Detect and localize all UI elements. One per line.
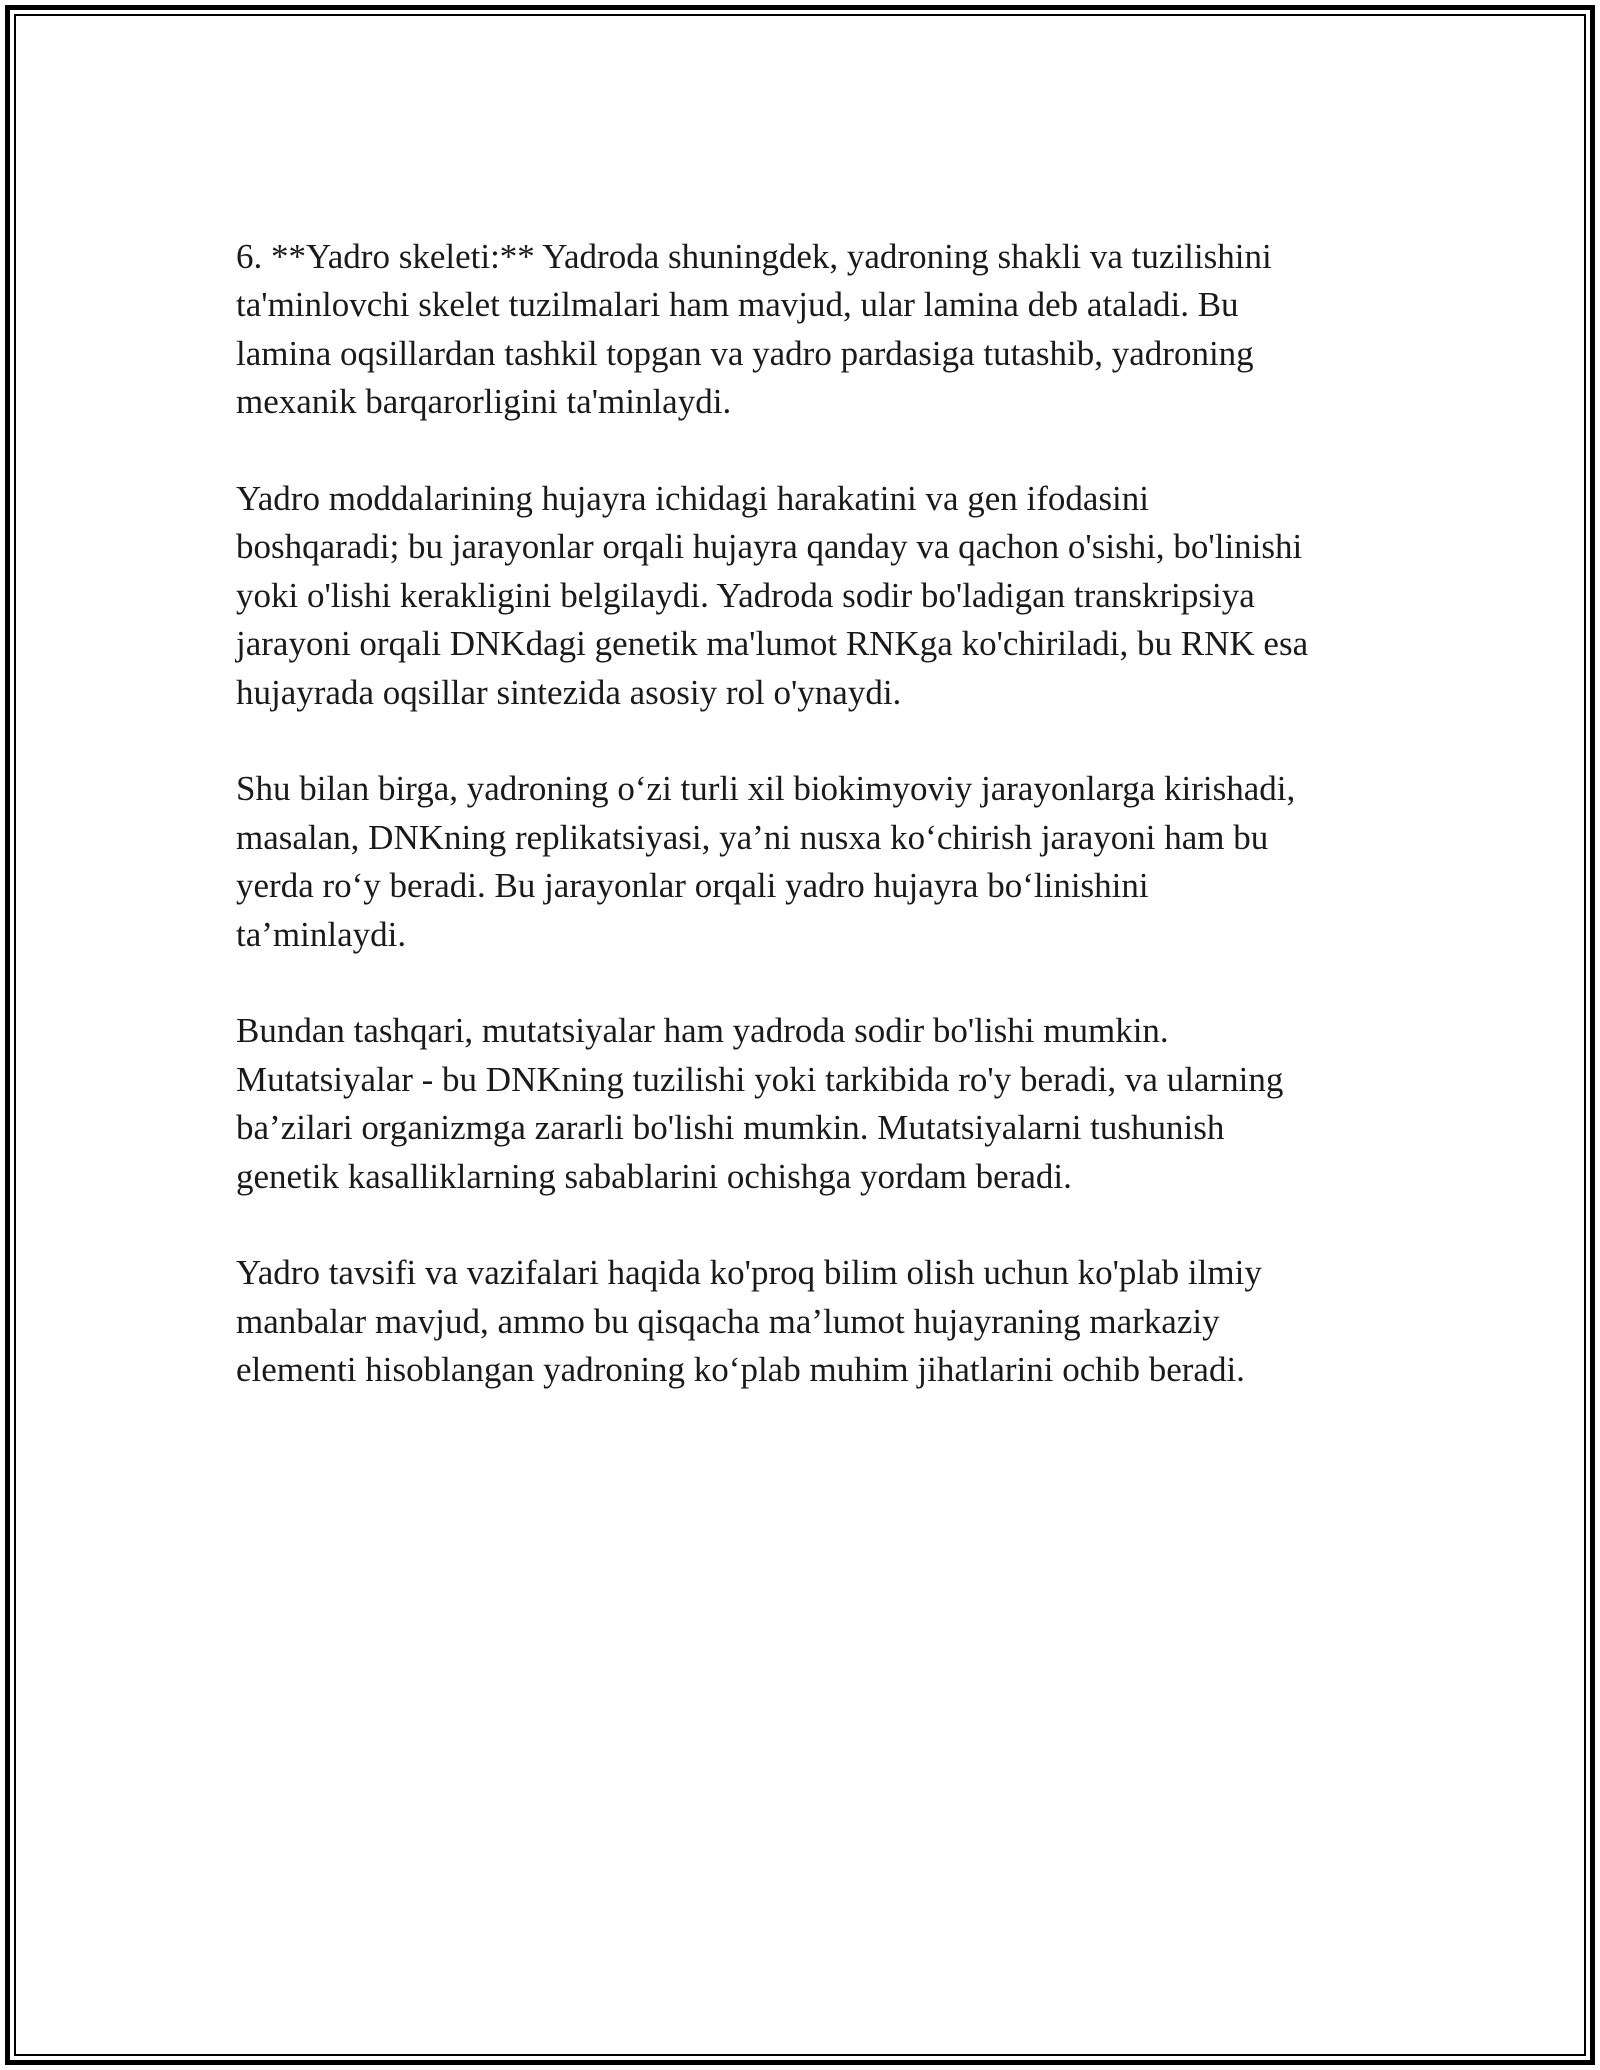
paragraph-mutations: Bundan tashqari, mutatsiyalar ham yadroda sodir bo'lishi mumkin. Mutatsiyalar - bu DNKning tuzilishi yoki tarkibida ro'y beradi, va ularning ba’zilari organizmga zararli bo'lishi mumkin. Mutatsiyalarni tushunish genetik kasalliklarning sabablarini ochishga yordam beradi.: [236, 1011, 1284, 1196]
paragraph-nuclear-skeleton: 6. **Yadro skeleti:** Yadroda shuningdek, yadroning shakli va tuzilishini ta'minlovchi skelet tuzilmalari ham mavjud, ular lamina deb ataladi. Bu lamina oqsillardan tashkil topgan va yadro pardasiga tutashib, yadroning mexanik barqarorligini ta'minlaydi.: [236, 237, 1272, 422]
paragraph-gene-expression: Yadro moddalarining hujayra ichidagi harakatini va gen ifodasini boshqaradi; bu jarayonlar orqali hujayra qanday va qachon o'sishi, bo'linishi yoki o'lishi kerakligini belgilaydi. Yadroda sodir bo'ladigan transkripsiya jarayoni orqali DNKdagi genetik ma'lumot RNKga ko'chiriladi, bu RNK esa hujayrada oqsillar sintezida asosiy rol o'ynaydi.: [236, 479, 1309, 712]
paragraph-replication: Shu bilan birga, yadroning o‘zi turli xil biokimyoviy jarayonlarga kirishadi, masalan, DNKning replikatsiyasi, ya’ni nusxa ko‘chirish jarayoni ham bu yerda ro‘y beradi. Bu jarayonlar orqali yadro hujayra bo‘linishini ta’minlaydi.: [236, 769, 1296, 954]
paragraph-conclusion: Yadro tavsifi va vazifalari haqida ko'proq bilim olish uchun ko'plab ilmiy manbalar mavjud, ammo bu qisqacha ma’lumot hujayraning markaziy elementi hisoblangan yadroning ko‘plab muhim jihatlarini ochib beradi.: [236, 1253, 1262, 1390]
document-body: [236, 233, 1366, 1443]
